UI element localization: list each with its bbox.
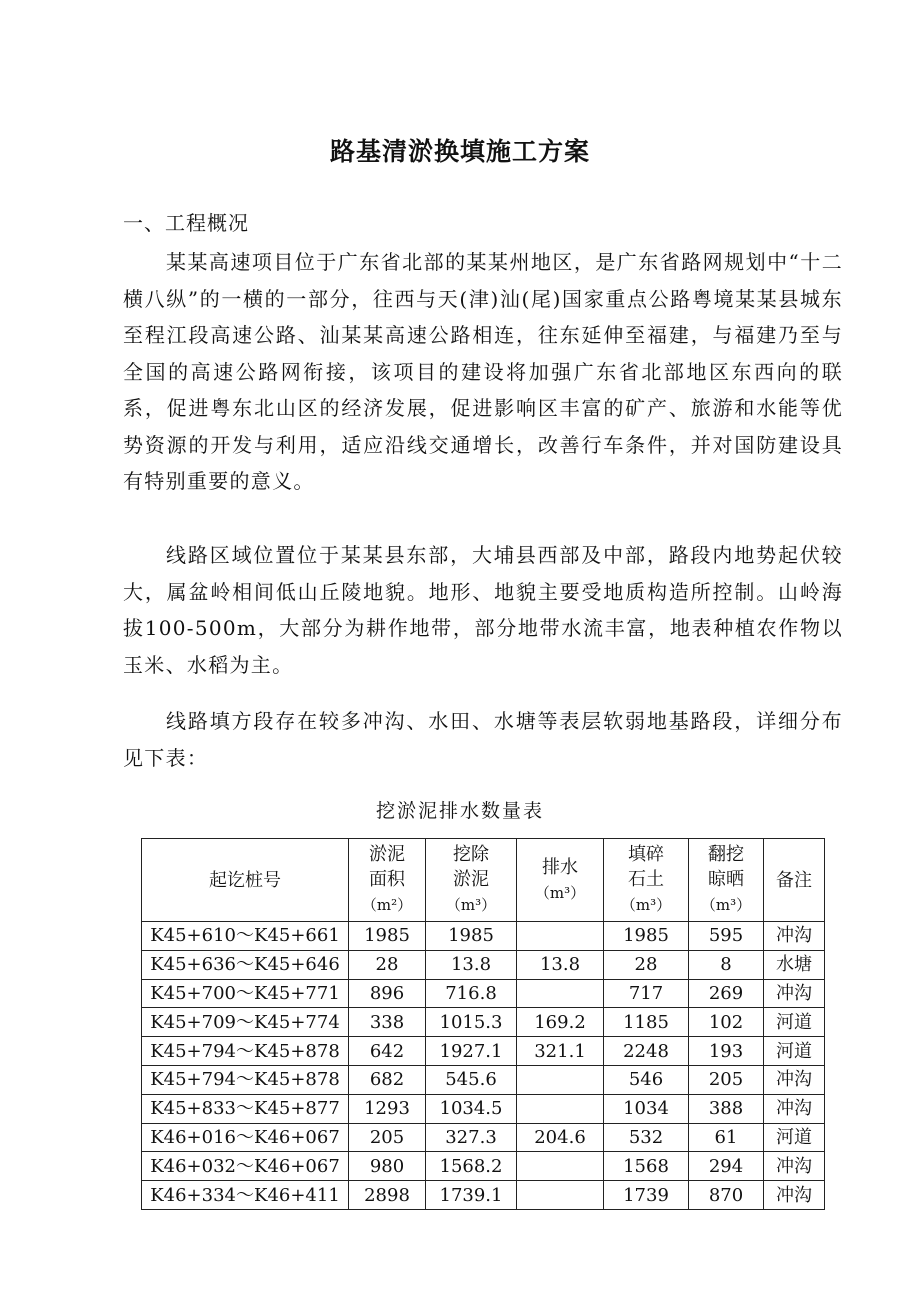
- column-header-label: 排水: [542, 856, 578, 878]
- column-header: [764, 839, 825, 922]
- table-row: [142, 1152, 825, 1181]
- table-cell: K46+016～K46+067: [142, 1123, 349, 1152]
- table-cell: K46+334～K46+411: [142, 1181, 349, 1210]
- document-title: 路基清淤换填施工方案: [329, 137, 590, 166]
- column-header-label: 填碎: [628, 844, 664, 865]
- table-cell: 冲沟: [764, 1181, 825, 1210]
- table-cell: 13.8: [517, 950, 604, 979]
- table-cell: [517, 1152, 604, 1181]
- column-header-label: 起讫桩号: [209, 869, 281, 891]
- column-header-label: 翻挖: [708, 844, 744, 865]
- column-header-label: 淤泥: [453, 869, 489, 890]
- table-cell: 河道: [764, 1008, 825, 1037]
- table-cell: 642: [349, 1037, 426, 1066]
- column-header-label: 面积: [369, 869, 405, 890]
- table-cell: 1568.2: [426, 1152, 517, 1181]
- table-cell: 1185: [604, 1008, 689, 1037]
- table-cell: 水塘: [764, 950, 825, 979]
- table-cell: 532: [604, 1123, 689, 1152]
- table-cell: 169.2: [517, 1008, 604, 1037]
- table-cell: K45+833～K45+877: [142, 1094, 349, 1123]
- column-header-unit: （m²）: [361, 896, 413, 914]
- table-row: [142, 1008, 825, 1037]
- table-cell: 2898: [349, 1181, 426, 1210]
- table-cell: 717: [604, 979, 689, 1008]
- table-header-row: [142, 839, 825, 922]
- table-row: [142, 979, 825, 1008]
- table-cell: 980: [349, 1152, 426, 1181]
- table-cell: K45+700～K45+771: [142, 979, 349, 1008]
- table-cell: 716.8: [426, 979, 517, 1008]
- table-cell: 321.1: [517, 1037, 604, 1066]
- table-cell: 61: [689, 1123, 764, 1152]
- table-cell: 896: [349, 979, 426, 1008]
- column-header: [517, 839, 604, 922]
- column-header-label: 石土: [628, 869, 664, 890]
- column-header-unit: （m³）: [620, 896, 672, 914]
- column-header-label: 备注: [776, 869, 812, 891]
- table-cell: 338: [349, 1008, 426, 1037]
- table-cell: 269: [689, 979, 764, 1008]
- table-cell: 1034: [604, 1094, 689, 1123]
- column-header-unit: （m³）: [534, 883, 586, 902]
- table-cell: 546: [604, 1065, 689, 1094]
- table-cell: K45+709～K45+774: [142, 1008, 349, 1037]
- table-cell: 8: [689, 950, 764, 979]
- column-header-unit: （m³）: [700, 896, 752, 914]
- table-cell: 595: [689, 922, 764, 951]
- table-cell: 1015.3: [426, 1008, 517, 1037]
- column-header: [142, 839, 349, 922]
- table-cell: 河道: [764, 1037, 825, 1066]
- table-cell: 1293: [349, 1094, 426, 1123]
- table-cell: 冲沟: [764, 1152, 825, 1181]
- table-cell: 1985: [349, 922, 426, 951]
- table-cell: 13.8: [426, 950, 517, 979]
- table-row: [142, 1037, 825, 1066]
- table-cell: 1568: [604, 1152, 689, 1181]
- table-cell: 冲沟: [764, 922, 825, 951]
- table-row: [142, 922, 825, 951]
- table-cell: 2248: [604, 1037, 689, 1066]
- column-header-label: 挖除: [453, 844, 489, 865]
- column-header-label: 晾晒: [708, 869, 744, 890]
- table-cell: K45+610～K45+661: [142, 922, 349, 951]
- section-heading: 一、工程概况: [123, 211, 249, 235]
- table-cell: 204.6: [517, 1123, 604, 1152]
- table-cell: 冲沟: [764, 1065, 825, 1094]
- table-cell: [517, 1181, 604, 1210]
- table-cell: K45+794～K45+878: [142, 1037, 349, 1066]
- table-cell: 28: [604, 950, 689, 979]
- table-cell: [517, 922, 604, 951]
- table-cell: 冲沟: [764, 979, 825, 1008]
- table-cell: 28: [349, 950, 426, 979]
- table-cell: 1985: [604, 922, 689, 951]
- table-cell: 102: [689, 1008, 764, 1037]
- table-cell: 1739.1: [426, 1181, 517, 1210]
- table-cell: 205: [349, 1123, 426, 1152]
- table-cell: 1739: [604, 1181, 689, 1210]
- column-header-unit: （m³）: [445, 896, 497, 914]
- column-header-label: 淤泥: [369, 844, 405, 865]
- silt-quantity-table: [141, 838, 825, 1210]
- paragraph-route-location: 线路区域位置位于某某县东部，大埔县西部及中部，路段内地势起伏较大，属盆岭相间低山丘陵地貌。地形、地貌主要受地质构造所控制。山岭海拔100-500m，大部分为耕作地带，部分地带水流丰富，地表种植农作物以玉米、水稻为主。: [123, 543, 843, 677]
- table-row: [142, 1065, 825, 1094]
- table-cell: 682: [349, 1065, 426, 1094]
- table-cell: 545.6: [426, 1065, 517, 1094]
- column-header: [689, 839, 764, 922]
- table-body: [142, 922, 825, 1210]
- table-cell: K45+636～K45+646: [142, 950, 349, 979]
- table-row: [142, 1123, 825, 1152]
- table-row: [142, 1181, 825, 1210]
- column-header: [604, 839, 689, 922]
- table-cell: [517, 1065, 604, 1094]
- column-header: [426, 839, 517, 922]
- table-cell: [517, 1094, 604, 1123]
- paragraph-project-overview: 某某高速项目位于广东省北部的某某州地区，是广东省路网规划中“十二横八纵”的一横的一部分，往西与天(津)汕(尾)国家重点公路粤境某某县城东至程江段高速公路、汕某某高速公路相连，往东延伸至福建，与福建乃至与全国的高速公路网衔接，该项目的建设将加强广东省北部地区东西向的联系，促进粤东北山区的经济发展，促进影响区丰富的矿产、旅游和水能等优势资源的开发与利用，适应沿线交通增长，改善行车条件，并对国防建设具有特别重要的意义。: [123, 250, 843, 493]
- table-cell: 388: [689, 1094, 764, 1123]
- table-cell: 1927.1: [426, 1037, 517, 1066]
- table-cell: K46+032～K46+067: [142, 1152, 349, 1181]
- table-cell: 193: [689, 1037, 764, 1066]
- table-cell: 205: [689, 1065, 764, 1094]
- table-cell: 冲沟: [764, 1094, 825, 1123]
- table-title: 挖淤泥排水数量表: [375, 800, 544, 822]
- table-cell: 1985: [426, 922, 517, 951]
- column-header: [349, 839, 426, 922]
- table-cell: 327.3: [426, 1123, 517, 1152]
- table-cell: K45+794～K45+878: [142, 1065, 349, 1094]
- table-row: [142, 1094, 825, 1123]
- table-row: [142, 950, 825, 979]
- table-cell: 294: [689, 1152, 764, 1181]
- paragraph-soft-foundation: 线路填方段存在较多冲沟、水田、水塘等表层软弱地基路段，详细分布见下表：: [123, 709, 843, 770]
- table-cell: 1034.5: [426, 1094, 517, 1123]
- table-cell: [517, 979, 604, 1008]
- table-cell: 870: [689, 1181, 764, 1210]
- table-cell: 河道: [764, 1123, 825, 1152]
